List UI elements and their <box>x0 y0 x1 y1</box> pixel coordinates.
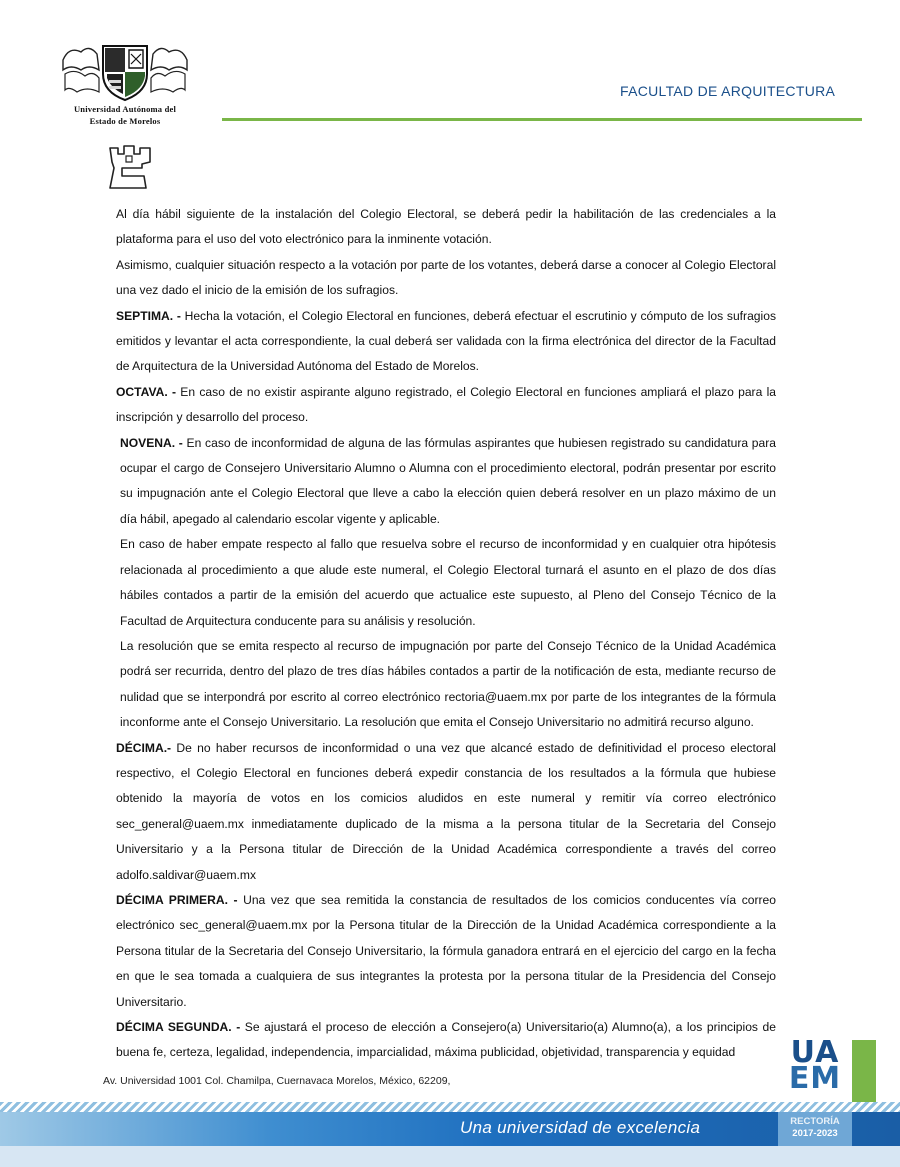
clause-label: NOVENA. - <box>120 435 183 450</box>
header-divider <box>222 118 862 121</box>
clause-text: Una vez que sea remitida la constancia de resultados de los comicios conducentes vía correo electrónico sec_general@uaem.mx por la Persona titular de la Dirección de la Unidad Académica correspondiente a la Persona titular de la Secretaria del Consejo Universitario, la fórmula ganadora entrará en el ejercicio del cargo en la fecha en que le sea tomada a cualquiera de sus integrantes la protesta por la persona titular de la Presidencia del Consejo Universitario. <box>116 892 776 1009</box>
faculty-title: FACULTAD DE ARQUITECTURA <box>620 83 836 99</box>
clause-text: Se ajustará el proceso de elección a Consejero(a) Universitario(a) Alumno(a), a los principios de buena fe, certeza, legalidad, independencia, imparcialidad, máxima publicidad, objetividad, transparencia y equidad <box>116 1020 776 1060</box>
clause-text: De no haber recursos de inconformidad o una vez que alcancé estado de definitividad el proceso electoral respectivo, el Colegio Electoral en funciones deberá expedir constancia de los resultados a la fórmula que hubiese obtenido la mayoría de votos en los comicios aludidos en este numeral y remitir vía correo electrónico sec_general@uaem.mx inmediatamente duplicado de la misma a la persona titular de la Secretaria del Consejo Universitario y a la Persona titular de Dirección de la Unidad Académica correspondiente a través del correo adolfo.saldivar@uaem.mx <box>116 740 776 882</box>
paragraph-2: Asimismo, cualquier situación respecto a la votación por parte de los votantes, deberá darse a conocer al Colegio Electoral una vez dado el inicio de la emisión de los sufragios. <box>116 257 776 298</box>
university-crest-icon <box>59 40 191 102</box>
paragraph-empate: En caso de haber empate respecto al fallo que resuelva sobre el recurso de inconformidad y en cualquier otra hipótesis relacionada al procedimiento a que alude este numeral, el Colegio Electoral turnará el asunto en el plazo de dos días hábiles contados a partir de la emisión del acuerdo que actualice este supuesto, al Pleno del Consejo Técnico de la Facultad de Arquitectura conducente para su análisis y resolución. <box>120 537 776 628</box>
footer-address: Av. Universidad 1001 Col. Chamilpa, Cuernavaca Morelos, México, 62209, <box>103 1075 451 1087</box>
paragraph-resolucion: La resolución que se emita respecto al recurso de impugnación por parte del Consejo Técnico de la Unidad Académica podrá ser recurrida, dentro del plazo de tres días hábiles contados a partir de la notificación de esta, mediante recurso de nulidad que se interpondrá por escrito al correo electrónico rectoria@uaem.mx por parte de los integrantes de la fórmula inconforme ante el Consejo Universitario. La resolución que emita el Consejo Universitario no admitirá recurso alguno. <box>120 638 776 730</box>
rectoria-period: 2017-2023 <box>792 1128 838 1139</box>
clause-decima-primera <box>116 888 776 1015</box>
clause-octava <box>116 380 776 431</box>
clause-label: DÉCIMA.- <box>116 740 172 755</box>
clause-label: SEPTIMA. - <box>116 308 181 323</box>
footer-band <box>0 1112 900 1146</box>
clause-label: DÉCIMA PRIMERA. - <box>116 892 238 907</box>
clause-septima <box>116 304 776 380</box>
clause-decima <box>116 736 776 888</box>
clause-label: OCTAVA. - <box>116 384 177 399</box>
document-body <box>116 202 776 1066</box>
uaem-logo-line1: UA <box>790 1035 840 1070</box>
clause-decima-segunda <box>116 1015 776 1066</box>
clause-label: DÉCIMA SEGUNDA. - <box>116 1020 241 1034</box>
rectoria-label: RECTORÍA <box>790 1116 840 1127</box>
clause-novena <box>116 431 776 533</box>
university-name-line1: Universidad Autónoma del <box>73 104 177 114</box>
rectoria-badge <box>778 1112 852 1146</box>
uaem-logo <box>780 1035 850 1096</box>
clause-text: En caso de inconformidad de alguna de las fórmulas aspirantes que hubiesen registrado su candidatura para ocupar el cargo de Consejero Universitario Alumno o Alumna con el procedimiento electoral, podrán presentar por escrito su impugnación ante el Colegio Electoral que lleve a cabo la elección quien deberá resolver en un plazo máximo de un día hábil, apegado al calendario escolar vigente y aplicable. <box>120 435 776 526</box>
university-name-line2: Estado de Morelos <box>89 116 161 126</box>
clause-text: En caso de no existir aspirante alguno registrado, el Colegio Electoral en funciones ampliará el plazo para la inscripción y desarrollo del proceso. <box>116 384 776 425</box>
footer-band-bottom <box>0 1146 900 1167</box>
university-logo <box>55 40 195 126</box>
clause-text: Hecha la votación, el Colegio Electoral en funciones, deberá efectuar el escrutinio y cómputo de los sufragios emitidos y levantar el acta correspondiente, la cual deberá ser validada con la firma electrónica del director de la Facultad de Arquitectura de la Universidad Autónoma del Estado de Morelos. <box>116 308 776 374</box>
castle-glyph-icon <box>104 142 156 194</box>
uaem-logo-line2: EM <box>788 1061 842 1096</box>
paragraph-1: Al día hábil siguiente de la instalación del Colegio Electoral, se deberá pedir la habilitación de las credenciales a la plataforma para el uso del voto electrónico para la inminente votación. <box>116 207 776 247</box>
footer-slogan: Una universidad de excelencia <box>460 1118 701 1137</box>
